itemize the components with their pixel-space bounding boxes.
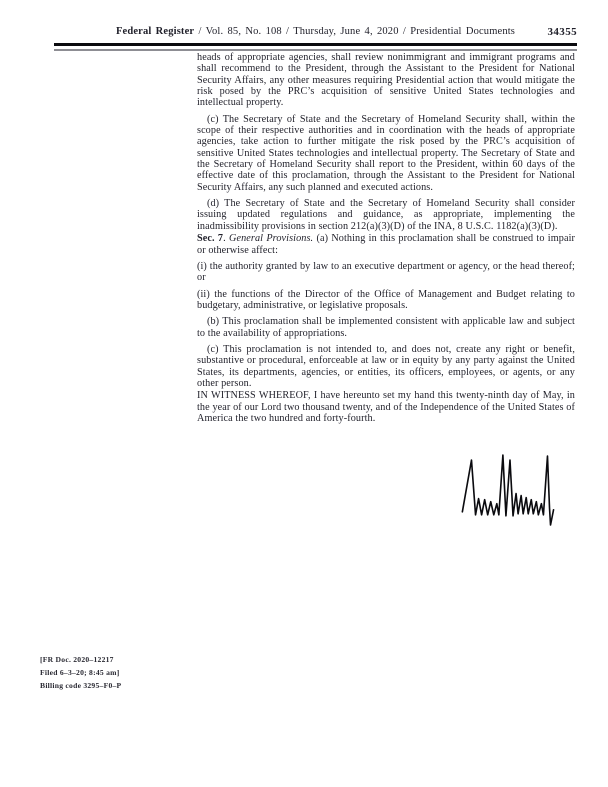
paragraph-item-c2: (c) This proclamation is not intended to, and does not, create any right or benefit, substantive or procedural, enforceable at law or in equity by any party against the United States, its departments, agencies, or entities, its officers, employees, or agents, or any other person. [197,343,575,389]
running-head [54,26,577,37]
handwritten-signature-icon [458,451,564,527]
header-rule-thick [54,43,577,46]
paragraph-witness: IN WITNESS WHEREOF, I have hereunto set my hand this twenty-ninth day of May, in the year of our Lord two thousand twenty, and of the Independence of the United States of America the two hundred and forty-fourth. [197,390,575,424]
paragraph-item-b: (b) This proclamation shall be implemented consistent with applicable law and subject to the availability of appropriations. [197,316,575,339]
section-title: General Provisions. [229,233,314,245]
paragraph-item-d: (d) The Secretary of State and the Secretary of Homeland Security shall consider issuing updated regulations and guidance, as appropriate, implementing the inadmissibility provisions in section 212(a)(3)(D) of the INA, 8 U.S.C. 1182(a)(3)(D). [197,198,575,232]
journal-title: Federal Register [115,26,195,37]
document-body [197,52,575,429]
section-number: Sec. 7 [197,233,224,245]
page-header [54,26,577,40]
document-footer [40,653,121,692]
paragraph-item-c: (c) The Secretary of State and the Secretary of Homeland Security shall, within the scope of their respective authorities and in coordination with the heads of appropriate agencies, take action to further mitigate the risk posed by the PRC’s acquisition of sensitive United States technologies and intellectual property. The Secretary of State and the Secretary of Homeland Security shall report to the President, within 60 days of the effective date of this proclamation, through the Assistant to the President for National Security Affairs, any such planned and executed actions. [197,113,575,193]
presidential-signature [458,451,564,527]
header-rule-thin [54,49,577,51]
filed-stamp: Filed 6–3–20; 8:45 am] [40,668,120,677]
section-body: (a) Nothing in this proclamation shall be construed to impair or otherwise affect: [197,233,575,256]
paragraph-item-ii: (ii) the functions of the Director of the Office of Management and Budget relating to budgetary, administrative, or legislative proposals. [197,288,575,311]
section-separator: . [223,233,230,245]
issue-citation: / Vol. 85, No. 108 / Thursday, June 4, 2020 / Presidential Documents [198,26,516,37]
paragraph-item-i: (i) the authority granted by law to an executive department or agency, or the head thereof; or [197,260,575,284]
paragraph-continuation: heads of appropriate agencies, shall review nonimmigrant and immigrant programs and shall recommend to the President, through the Assistant to the President for National Security Affairs, any other measures requiring Presidential action that would mitigate the risk posed by the PRC’s acquisition of sensitive United States technologies and intellectual property. [197,52,575,109]
page-number: 34355 [547,26,577,38]
paragraph-sec7 [197,233,575,256]
billing-code: Billing code 3295–F0–P [40,681,122,690]
fr-doc-number: [FR Doc. 2020–12217 [40,655,114,664]
